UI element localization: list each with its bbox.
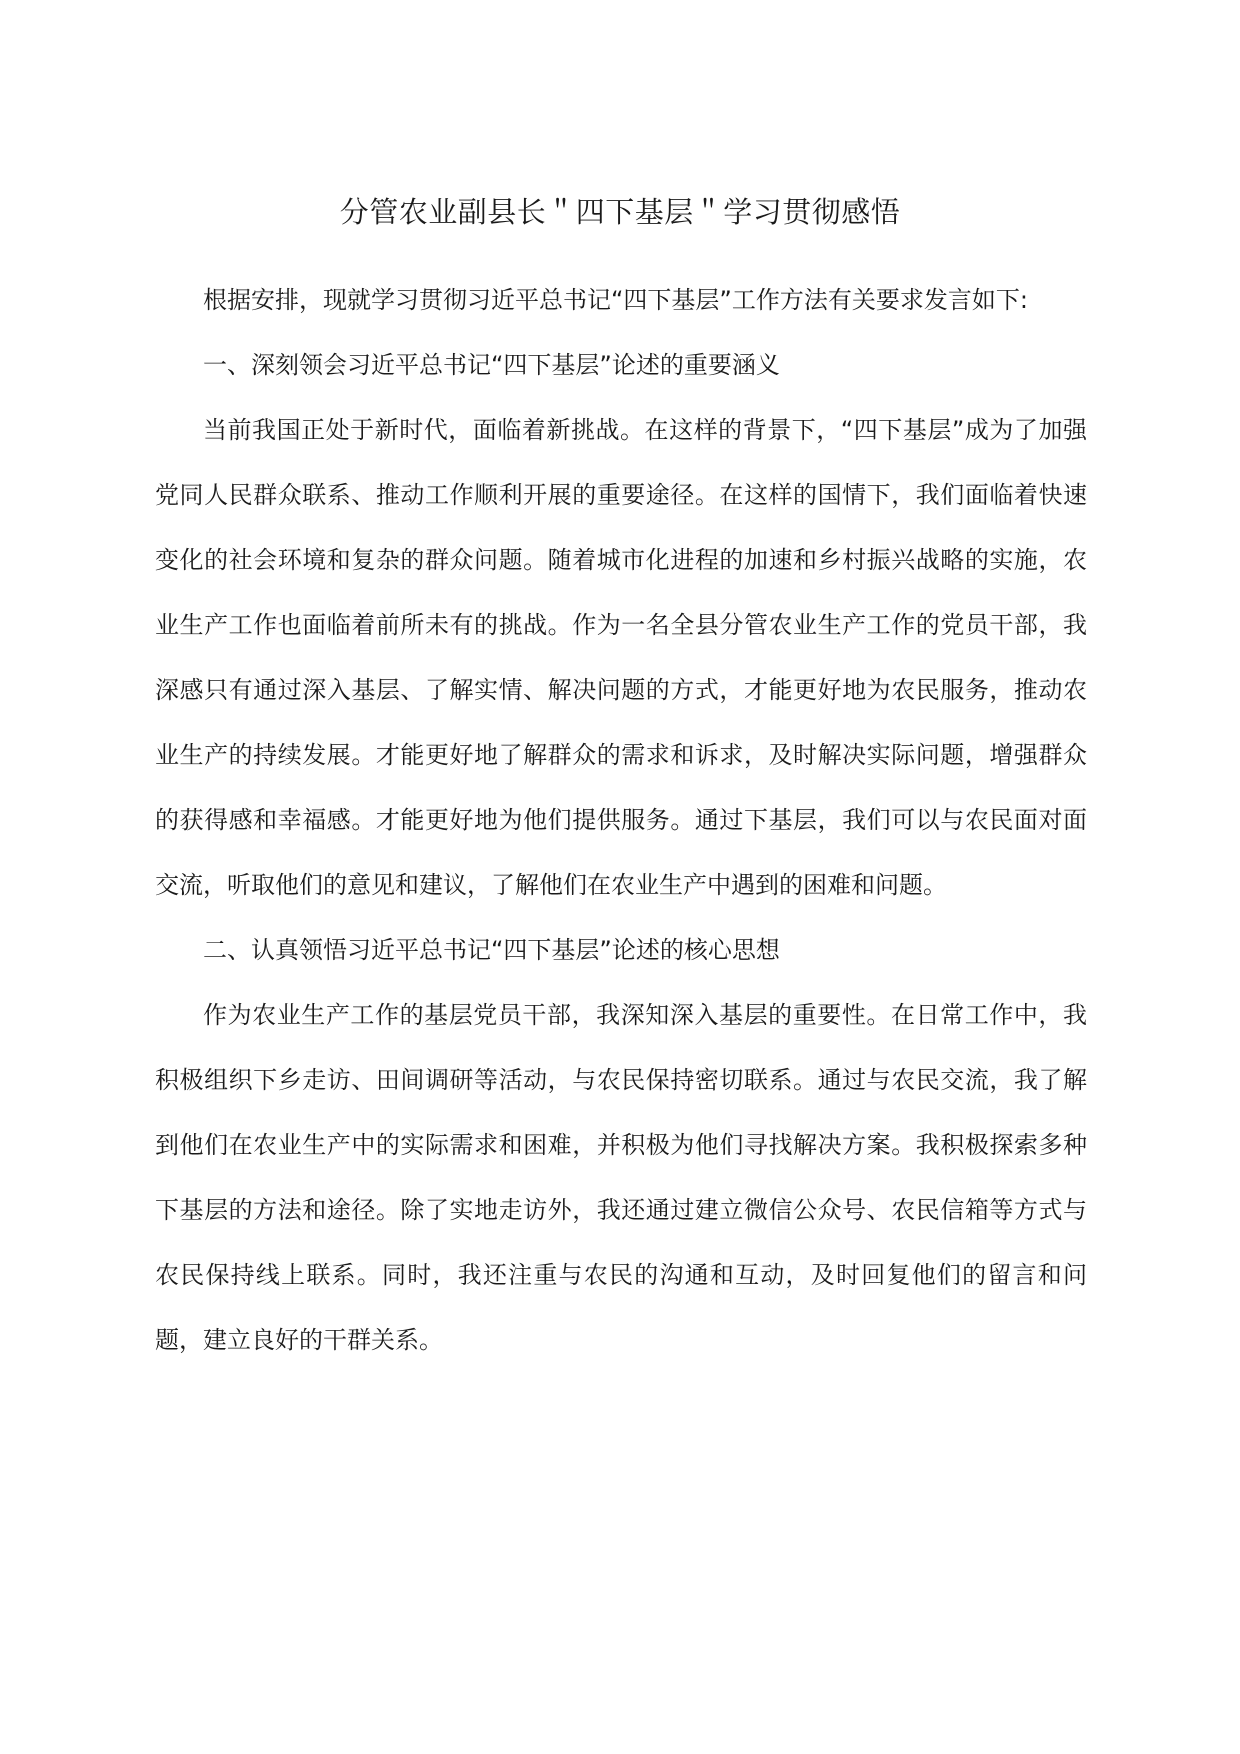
intro-paragraph: 根据安排，现就学习贯彻习近平总书记“四下基层”工作方法有关要求发言如下: [203, 286, 1028, 314]
body-paragraph: 作为农业生产工作的基层党员干部，我深知深入基层的重要性。在日常工作中，我积极组织下乡走访、田间调研等活动，与农民保持密切联系。通过与农民交流，我了解到他们在农业生产中的实际需求和困难，并积极为他们寻找解决方案。我积极探索多种下基层的方法和途径。除了实地走访外，我还通过建立微信公众号、农民信箱等方式与农民保持线上联系。同时，我还注重与农民的沟通和互动，及时回复他们的留言和问题，建立良好的干群关系。 [155, 1001, 1087, 1354]
document-title: 分管农业副县长＂四下基层＂学习贯彻感悟 [339, 195, 901, 229]
body-paragraph: 当前我国正处于新时代，面临着新挑战。在这样的背景下，“四下基层”成为了加强党同人民群众联系、推动工作顺利开展的重要途径。在这样的国情下，我们面临着快速变化的社会环境和复杂的群众问题。随着城市化进程的加速和乡村振兴战略的实施，农业生产工作也面临着前所未有的挑战。作为一名全县分管农业生产工作的党员干部，我深感只有通过深入基层、了解实情、解决问题的方式，才能更好地为农民服务，推动农业生产的持续发展。才能更好地了解群众的需求和诉求，及时解决实际问题，增强群众的获得感和幸福感。才能更好地为他们提供服务。通过下基层，我们可以与农民面对面交流，听取他们的意见和建议，了解他们在农业生产中遇到的困难和问题。 [155, 416, 1087, 899]
document-body [155, 268, 1087, 1373]
section-heading-1: 一、深刻领会习近平总书记“四下基层”论述的重要涵义 [203, 351, 780, 379]
section-heading-2: 二、认真领悟习近平总书记“四下基层”论述的核心思想 [203, 936, 780, 964]
